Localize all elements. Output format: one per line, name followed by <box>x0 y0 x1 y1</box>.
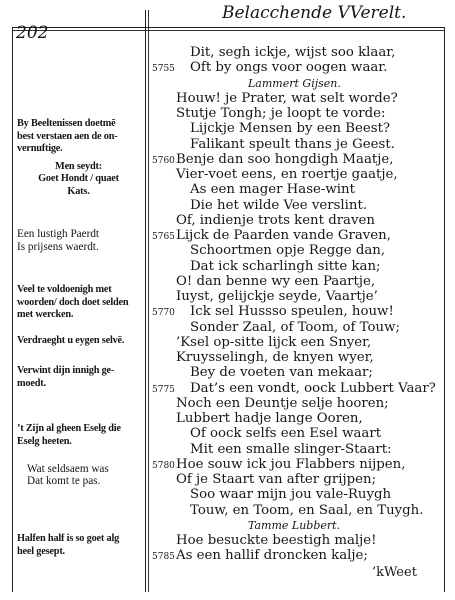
verse-line: O! dan benne wy een Paartje, <box>176 273 376 289</box>
marginal-note-line: Verdraeght u eygen selvē. <box>17 334 125 346</box>
verse-line: Schoortmen opje Regge dan, <box>190 243 386 259</box>
marginal-note-line: met wercken. <box>17 309 74 321</box>
verse-line: Of oock selfs een Esel waart <box>190 426 382 442</box>
marginal-note-line: woorden/ doch doet selden <box>17 296 129 308</box>
verse-line: As een mager Hase-wint <box>190 182 355 198</box>
marginal-note-line: Kats. <box>67 185 90 197</box>
verse-line: Lijckje Mensen by een Beest? <box>190 121 391 137</box>
verse-line: As een hallif droncken kalje; <box>176 548 368 564</box>
verse-line: Touw, en Toom, en Saal, en Tuygh. <box>190 502 424 518</box>
verse-line: Noch een Deuntje selje hooren; <box>176 395 389 411</box>
verse-line: Dit, segh ickje, wijst soo klaar, <box>190 45 396 60</box>
catchword: ’kWeet <box>372 565 417 580</box>
marginal-note-line: heel gesept. <box>17 545 65 557</box>
verse-line: Soo waar mijn jou vale-Ruygh <box>190 487 392 503</box>
marginal-note-line: Men seydt: <box>55 160 102 172</box>
verse-line: Hoe besuckte beestigh malje! <box>176 533 377 548</box>
marginal-note-line: Eselg heeten. <box>17 435 72 447</box>
line-number: 5755 <box>152 64 175 75</box>
marginal-note-line: best verstaen aen de on- <box>17 130 118 142</box>
verse-line: Dat ick scharlingh sitte kan; <box>190 258 381 274</box>
frame-rule-top <box>12 27 445 28</box>
line-number: 5760 <box>152 155 175 166</box>
verse-line: Bey de voeten van mekaar; <box>190 365 373 381</box>
verse-line: Dat’s een vondt, oock Lubbert Vaar? <box>190 380 436 396</box>
marginal-note-line: Is prijsens waerdt. <box>17 240 99 253</box>
verse-line: Iuyst, gelijckje seyde, Vaartje’ <box>176 289 378 304</box>
line-number: 5780 <box>152 460 175 471</box>
verse-line: Stutje Tongh; je loopt te vorde: <box>176 106 386 121</box>
marginal-note-line: vernuftige. <box>17 143 63 155</box>
marginal-note-line: moedt. <box>17 377 46 389</box>
marginal-note-line: Een lustigh Paerdt <box>17 228 100 240</box>
marginal-note-line: Halfen half is so goet alg <box>17 533 120 544</box>
column-divider-inner <box>148 10 149 592</box>
marginal-note-line: Dat komt te pas. <box>27 475 101 488</box>
verse-line: Ick sel Hussso speulen, houw! <box>190 304 394 320</box>
marginal-note-line: By Beeltenissen doetmē <box>17 118 116 130</box>
marginal-note-line: Wat seldsaem was <box>27 462 109 475</box>
verse-line: Hoe souw ick jou Flabbers nijpen, <box>176 456 406 472</box>
verse-line: Houw! je Prater, wat selt worde? <box>176 90 398 106</box>
verse-line: Oft by ongs voor oogen waar. <box>190 60 388 76</box>
marginal-note-line: Goet Hondt / quaet <box>38 173 119 185</box>
verse-line: Kruysselingh, de knyen wyer, <box>176 350 374 365</box>
verse-line: Vier-voet eens, en roertje gaatje, <box>176 167 398 182</box>
verse-line: ’Ksel op-sitte lijck een Snyer, <box>176 334 372 350</box>
verse-line: Lubbert hadje lange Ooren, <box>176 411 363 426</box>
marginal-note-line: Verwint dijn innigh ge- <box>17 365 115 377</box>
verse-line: Of, indienje trots kent draven <box>176 212 375 228</box>
verse-line: Of je Staart van after grijpen; <box>176 472 377 487</box>
verse-line: Mit een smalle slinger-Staart: <box>190 441 392 457</box>
verse-line: Die het wilde Vee verslint. <box>190 197 368 213</box>
verse-line: Benje dan soo hongdigh Maatje, <box>176 151 394 167</box>
line-number: 5765 <box>152 232 175 242</box>
page-number: 202 <box>16 23 49 43</box>
speaker-heading: Lammert Gijsen. <box>248 76 341 90</box>
speaker-heading: Tamme Lubbert. <box>248 518 341 532</box>
frame-rule-right <box>444 27 445 592</box>
frame-rule-left <box>12 27 13 592</box>
line-number: 5785 <box>152 552 175 563</box>
marginal-note-line: ’t Zijn al gheen Eselg die <box>17 423 121 435</box>
verse-line: Sonder Zaal, of Toom, of Touw; <box>190 319 400 335</box>
line-number: 5770 <box>152 308 175 319</box>
line-number: 5775 <box>152 384 175 395</box>
column-divider <box>145 10 146 592</box>
running-head: Belacchende VVerelt. <box>222 3 407 23</box>
marginal-note-line: Veel te voldoenigh met <box>17 284 112 296</box>
verse-line: Lijck de Paarden vande Graven, <box>176 228 391 243</box>
verse-line: Falikant speult thans je Geest. <box>190 136 395 152</box>
frame-rule-top-inner <box>12 30 445 31</box>
